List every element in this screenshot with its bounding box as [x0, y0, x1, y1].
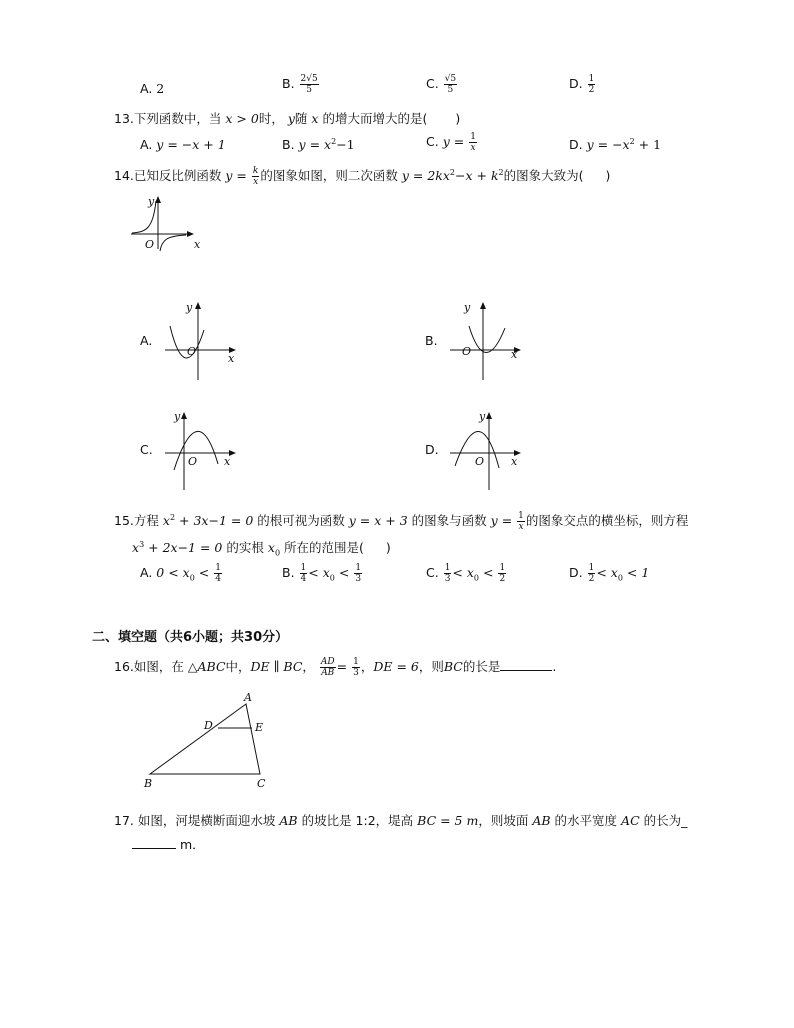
section-title: 二、填空题（共6小题；共30分）	[92, 630, 289, 645]
origin-label: O	[188, 455, 198, 468]
answer-blank[interactable]	[500, 670, 552, 671]
q14-option-b-label: B.	[425, 333, 438, 348]
q14-option-a-graph	[162, 298, 242, 380]
q17-stem-line1: 17. 如图，河堤横断面迎水坡 AB 的坡比是 1:2，堤高 BC = 5 m，则坡面 AB 的水平宽度 AC 的长为_	[114, 813, 688, 828]
axis-y-label: y	[186, 301, 193, 314]
option-value: 2	[156, 81, 165, 96]
fraction: $\frac{1}{3}$	[353, 657, 359, 678]
fraction: $\frac{1}{3}$	[444, 563, 451, 584]
axis-x-label: x	[511, 455, 518, 468]
point-b-label: B	[144, 777, 153, 790]
fraction: $\frac{1}{2}$	[588, 563, 595, 584]
q12-option-c	[426, 74, 458, 95]
q14-stem: 14.已知反比例函数 y = $\frac{k}{x}$ 的图象如图，则二次函数 $y = 2kx^2-x + k^2$的图象大致为( )	[114, 166, 611, 187]
axis-y-label: y	[464, 301, 471, 314]
point-a-label: A	[244, 691, 252, 704]
fraction: $\frac{1}{4}$	[215, 563, 221, 584]
q15-option-c: C. $\frac{1}{3}$ < $x_0$ < $\frac{1}{2}$	[426, 563, 506, 584]
q14-option-b-graph	[447, 298, 527, 380]
option-letter: A.	[140, 81, 153, 96]
fraction: $\frac{1}{4}$	[300, 563, 307, 584]
q14-option-d-label: D.	[425, 442, 439, 457]
q16-stem: 16.如图，在 △ABC中，DE ∥ BC， $\frac{AD}{AB}$ = $\frac{1}{3}$ ，DE = 6，则BC的长是 .	[114, 657, 557, 678]
q13-stem: 13.下列函数中，当 x > 0时， y随 x 的增大而增大的是( )	[114, 111, 461, 126]
point-c-label: C	[257, 777, 266, 790]
q14-reference-graph	[128, 193, 208, 253]
q12-option-d	[569, 74, 596, 95]
point-e-label: E	[255, 721, 264, 734]
axis-y-label: y	[148, 195, 155, 208]
q12-option-a	[140, 81, 164, 96]
fraction: $\frac{1}{x}$	[470, 132, 476, 153]
fraction: $\frac{1}{2}$	[588, 74, 595, 95]
fraction: $\frac{AD}{AB}$	[320, 657, 335, 678]
fraction: $\frac{1}{3}$	[355, 563, 362, 584]
origin-label: O	[462, 345, 472, 358]
fraction: $\frac{k}{x}$	[252, 166, 259, 187]
fraction: $\frac{2√5}{5}$	[300, 74, 318, 95]
axis-y-label: y	[174, 410, 181, 423]
q14-option-d-graph	[447, 408, 527, 490]
q13-option-d: D. $y = -x^2 + 1$	[569, 137, 662, 153]
origin-label: O	[475, 455, 485, 468]
q14-option-a-label: A.	[140, 333, 153, 348]
fraction: $\frac{1}{x}$	[518, 511, 524, 532]
q14-option-c-graph	[162, 408, 242, 490]
q15-option-d: D. $\frac{1}{2}$ < $x_0 < 1$	[569, 563, 650, 584]
q13-option-b: B. $y = x^2-1$	[282, 137, 355, 153]
q13-option-c: C. y = $\frac{1}{x}$	[426, 132, 476, 153]
fraction: $\frac{√5}{5}$	[444, 74, 457, 95]
origin-label: O	[145, 238, 155, 251]
q15-option-a: A. $0 < x_0$ < $\frac{1}{4}$	[140, 563, 221, 584]
fraction: $\frac{1}{2}$	[499, 563, 506, 584]
q15-option-b: B. $\frac{1}{4}$ < $x_0$ < $\frac{1}{3}$	[282, 563, 362, 584]
origin-label: O	[187, 345, 197, 358]
option-letter: B.	[282, 76, 295, 91]
q14-option-c-label: C.	[140, 442, 153, 457]
q17-stem-line2: m．	[132, 835, 205, 853]
q15-stem-line1: 15.方程 $x^2 + 3x-1 = 0$ 的根可视为函数 y = x + 3 的图象与函数 y = $\frac{1}{x}$ 的图象交点的横坐标，则方程	[114, 511, 689, 532]
option-letter: D.	[569, 76, 583, 91]
axis-x-label: x	[228, 352, 235, 365]
q12-option-b	[282, 74, 320, 95]
q16-triangle-figure	[140, 690, 280, 790]
axis-y-label: y	[479, 410, 486, 423]
axis-x-label: x	[224, 455, 231, 468]
option-letter: C.	[426, 76, 439, 91]
q13-option-a: A. y = −x + 1	[140, 137, 226, 152]
axis-x-label: x	[511, 348, 518, 361]
axis-x-label: x	[194, 238, 201, 251]
point-d-label: D	[204, 719, 213, 732]
q15-stem-line2: $x^3 + 2x-1 = 0$ 的实根 $x_0$ 所在的范围是( )	[132, 539, 391, 558]
answer-blank[interactable]	[132, 848, 176, 849]
